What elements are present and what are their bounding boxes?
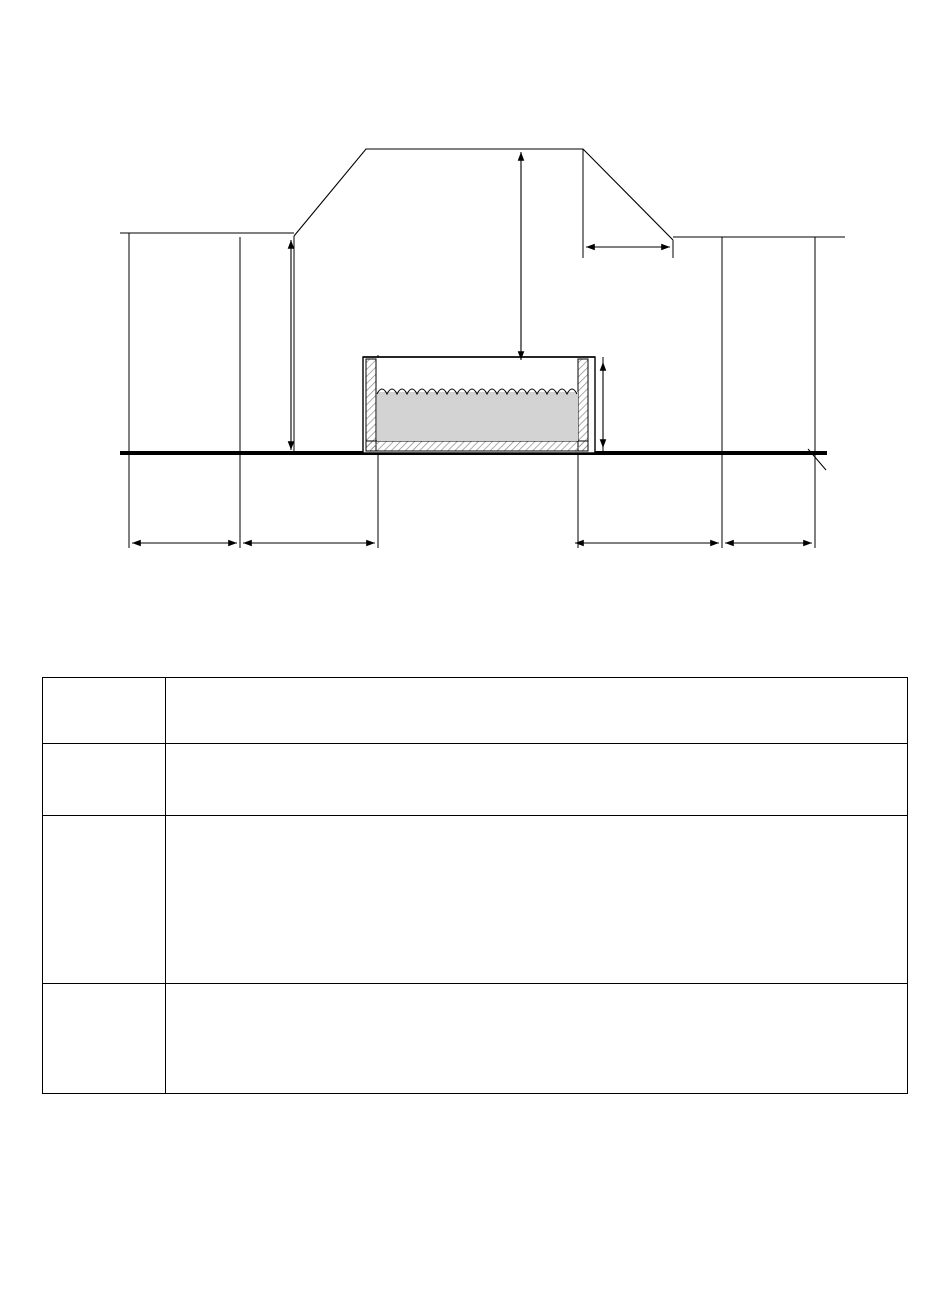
- technical-drawing: [0, 0, 950, 640]
- extension-lines: [120, 149, 845, 548]
- table-row: [43, 816, 908, 984]
- table-cell-label: [43, 744, 166, 816]
- table-cell-label: [43, 678, 166, 744]
- specification-table: [42, 677, 908, 1094]
- table-row: [43, 678, 908, 744]
- table-cell-label: [43, 816, 166, 984]
- diagram-svg: [0, 0, 950, 640]
- table-cell-description: [166, 678, 908, 744]
- embankment-outline: [294, 149, 673, 240]
- table-cell-label: [43, 984, 166, 1094]
- table-cell-description: [166, 744, 908, 816]
- table-row: [43, 744, 908, 816]
- table-cell-description: [166, 816, 908, 984]
- table-cell-description: [166, 984, 908, 1094]
- basin-container: [363, 357, 595, 453]
- table-row: [43, 984, 908, 1094]
